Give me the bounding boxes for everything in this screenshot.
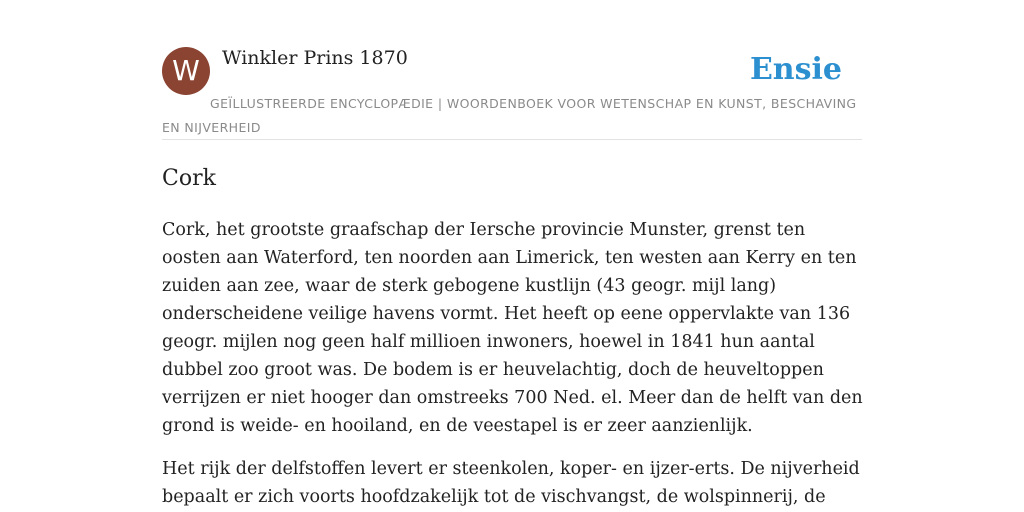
header-divider (162, 139, 862, 140)
article-paragraph: Cork, het grootste graafschap der Iersche provincie Munster, grenst ten oosten aan Waterford, ten noorden aan Limerick, ten westen aan Kerry en ten zuiden aan zee, waar de sterk gebogene kustlijn (43 geogr. mijl lang) onderscheidene veilige havens vormt. Het heeft op eene oppervlakte van 136 geogr. mijlen nog geen half millioen inwoners, hoewel in 1841 hun aantal dubbel zoo groot was. De bodem is er heuvelachtig, doch de heuveltoppen verrijzen er niet hooger dan omstreeks 700 Ned. el. Meer dan de helft van den grond is weide- en hooiland, en de veestapel is er zeer aanzienlijk. (162, 220, 863, 436)
article-body (162, 216, 864, 512)
ensie-logo[interactable]: Ensie (749, 52, 842, 87)
source-avatar[interactable]: W (162, 47, 210, 95)
article-paragraph: Het rijk der delfstoffen levert er steenkolen, koper- en ijzer-erts. De nijverheid bepaalt er zich voorts hoofdzakelijk tot de vischvangst, de wolspinnerij, de (162, 459, 860, 507)
article-title: Cork (162, 166, 216, 191)
source-title[interactable]: Winkler Prins 1870 (222, 47, 408, 69)
source-subtitle: GEÏLLUSTREERDE ENCYCLOPÆDIE | WOORDENBOEK VOOR WETENSCHAP EN KUNST, BESCHAVING EN NIJVERHEID (162, 96, 857, 135)
